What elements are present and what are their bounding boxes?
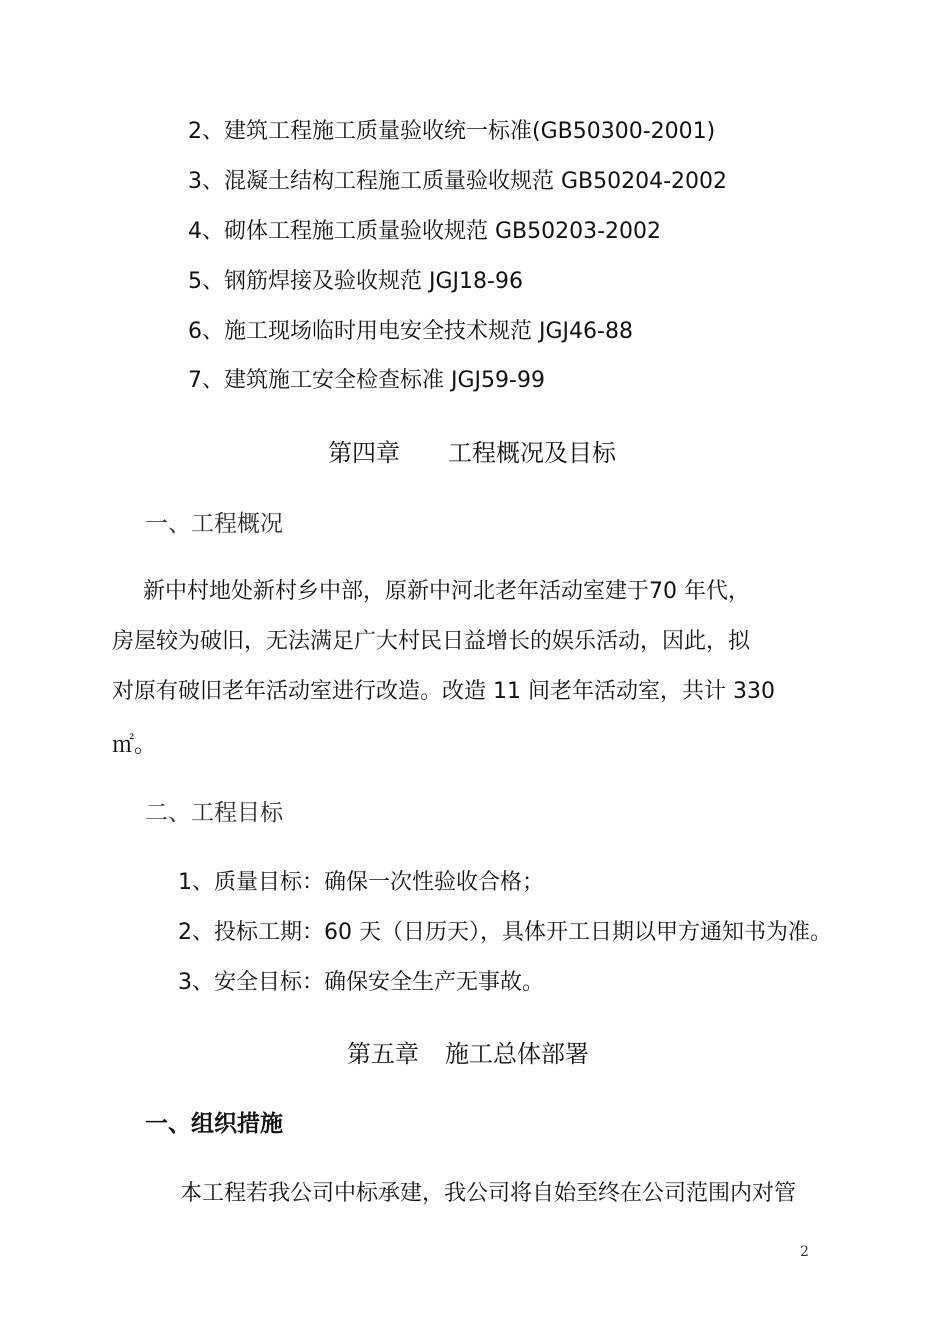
reference-item: 2、建筑工程施工质量验收统一标准(GB50300-2001) [188,119,716,144]
reference-item: 4、砌体工程施工质量验收规范 GB50203-2002 [188,219,662,244]
chapter-title: 工程概况及目标 [448,439,616,467]
paragraph-line: 新中村地处新村乡中部，原新中河北老年活动室建于70 年代， [143,579,750,604]
reference-item: 6、施工现场临时用电安全技术规范 JGJ46-88 [188,319,633,344]
chapter-4-heading [328,438,616,468]
section-heading-targets: 二、工程目标 [145,800,283,826]
reference-item: 5、钢筋焊接及验收规范 JGJ18-96 [188,269,523,294]
page-number: 2 [800,1244,809,1260]
chapter-number: 第四章 [328,439,400,467]
section-heading-organization: 一、组织措施 [145,1111,283,1137]
target-item: 3、安全目标：确保安全生产无事故。 [178,970,544,995]
chapter-title: 施工总体部署 [445,1040,589,1068]
paragraph-line: 对原有破旧老年活动室进行改造。改造 11 间老年活动室，共计 330 [112,679,775,704]
reference-item: 3、混凝土结构工程施工质量验收规范 GB50204-2002 [188,169,728,194]
target-item: 2、投标工期：60 天（日历天），具体开工日期以甲方通知书为准。 [178,920,832,945]
chapter-number: 第五章 [347,1040,419,1068]
section-heading-overview: 一、工程概况 [145,511,283,537]
chapter-5-heading [347,1039,589,1069]
reference-item: 7、建筑施工安全检查标准 JGJ59-99 [188,368,545,393]
paragraph-line: ㎡。 [112,733,157,758]
target-item: 1、质量目标：确保一次性验收合格； [178,870,544,895]
organization-paragraph-line: 本工程若我公司中标承建，我公司将自始至终在公司范围内对管 [180,1181,797,1206]
paragraph-line: 房屋较为破旧，无法满足广大村民日益增长的娱乐活动，因此，拟 [112,629,751,654]
